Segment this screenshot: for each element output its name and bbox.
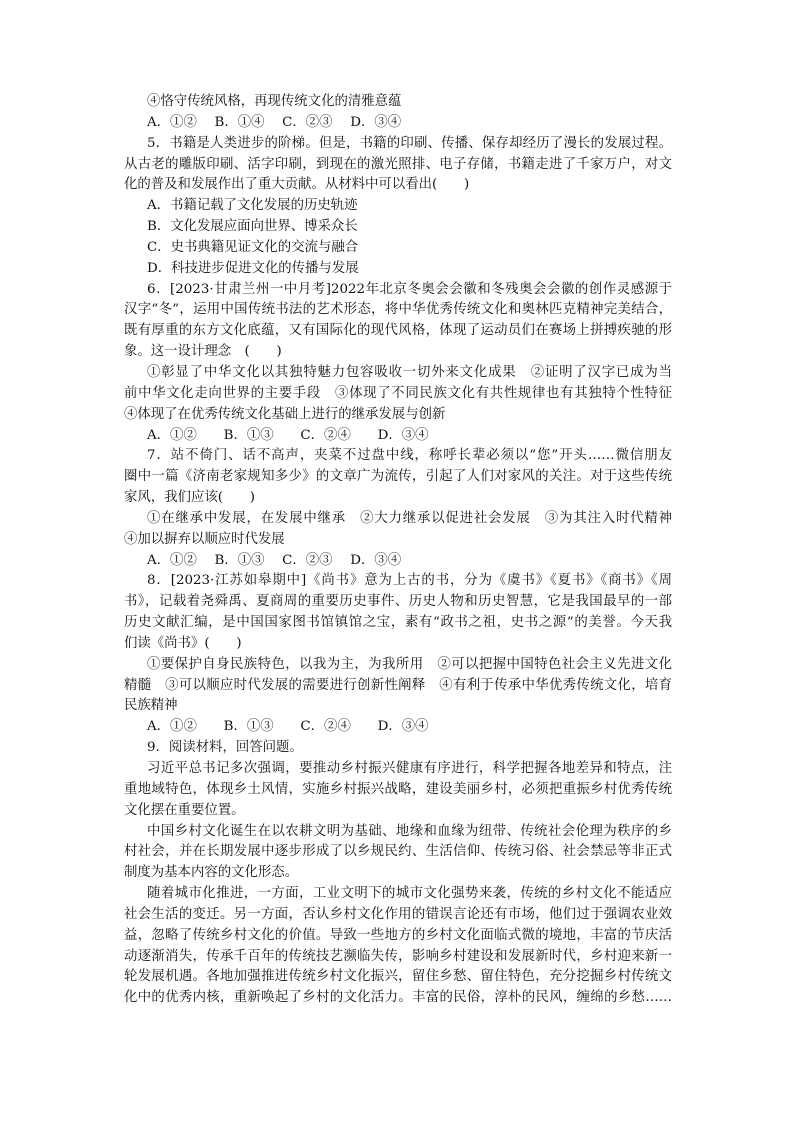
document-page: [124, 92, 672, 1009]
statement-line: ①在继承中发展，在发展中继承 ②大力继承以促进社会发展 ③为其注入时代精神: [147, 510, 672, 526]
question-6-text: 汉字“冬”，运用中国传统书法的艺术形态，将中华优秀传统文化和奥林匹克精神完美结合，: [124, 302, 672, 318]
option-c: C．史书典籍见证文化的交流与融合: [147, 239, 359, 255]
question-8-text: 书》，记载着尧舜禹、夏商周的重要历史事件、历史人物和历史智慧，它是我国最早的一部: [124, 594, 672, 610]
material-paragraph: 重地域特色，体现乡土风情，实施乡村振兴战略，建设美丽乡村，必须把重振乡村优秀传统: [124, 781, 672, 797]
material-paragraph: 轮发展机遇。各地加强推进传统乡村文化振兴，留住乡愁、留住特色，充分挖掘乡村传统文: [124, 969, 672, 985]
question-7-text: 7．站不倚门、话不高声，夹菜不过盘中线，称呼长辈必须以“您”开头……微信朋友: [147, 448, 672, 464]
answer-options: A．①② B．①③ C．②④ D．③④: [147, 427, 429, 443]
question-8-text: 8．[2023·江苏如皋期中]《尚书》意为上古的书，分为《虞书》《夏书》《商书》《周: [147, 573, 672, 589]
statement-line: ①要保护自身民族特色，以我为主，为我所用 ②可以把握中国特色社会主义先进文化: [147, 656, 672, 672]
statement-line: ④加以摒弃以顺应时代发展: [124, 531, 285, 547]
material-paragraph: 中国乡村文化诞生在以农耕文明为基础、地缘和血缘为纽带、传统社会伦理为秩序的乡: [147, 823, 672, 839]
material-paragraph: 文化摆在重要位置。: [124, 802, 245, 818]
answer-options: A．①② B．①③ C．②③ D．③④: [147, 552, 402, 568]
material-paragraph: 村社会，并在长期发展中逐步形成了以乡规民约、生活信仰、传统习俗、社会禁忌等非正式: [124, 844, 672, 860]
material-paragraph: 益，忽略了传统乡村文化的价值。导致一些地方的乡村文化面临式微的境地，丰富的节庆活: [124, 927, 672, 943]
material-paragraph: 习近平总书记多次强调，要推动乡村振兴健康有序进行，科学把握各地差异和特点，注: [147, 761, 672, 776]
material-paragraph: 动逐渐消失，传承千百年的传统技艺濒临失传，影响乡村建设和发展新时代，乡村迎来新一: [124, 948, 672, 964]
question-5-text: 化的普及和发展作出了重大贡献。从材料中可以看出( ): [124, 177, 470, 193]
material-paragraph: 随着城市化推进，一方面，工业文明下的城市文化强势来袭，传统的乡村文化不能适应: [147, 886, 672, 902]
question-8-text: 历史文献汇编，是中国国家图书馆镇馆之宝，素有“政书之祖，史书之源”的美誉。今天我: [124, 615, 672, 631]
statement-line: 民族精神: [124, 698, 178, 714]
question-7-text: 家风，我们应该( ): [124, 490, 255, 506]
question-5-text: 从古老的雕版印刷、活字印刷，到现在的激光照排、电子存储，书籍走进了千家万户，对文: [124, 156, 672, 172]
material-paragraph: 化中的优秀内核，重新唤起了乡村的文化活力。丰富的民俗，淳朴的民风，缠绵的乡愁……: [124, 990, 672, 1006]
answer-options: A．①② B．①④ C．②③ D．③④: [147, 114, 402, 130]
option-b: B．文化发展应面向世界、博采众长: [147, 219, 358, 235]
question-6-text: 象。这一设计理念 ( ): [124, 344, 282, 360]
question-8-text: 们读《尚书》( ): [124, 635, 242, 651]
question-9-text: 9．阅读材料，回答问题。: [147, 740, 303, 756]
option-a: A．书籍记载了文化发展的历史轨迹: [147, 198, 358, 214]
question-7-text: 圈中一篇《济南老家规知多少》的文章广为流传，引起了人们对家风的关注。对于这些传统: [124, 469, 672, 485]
question-6-text: 6．[2023·甘肃兰州一中月考]2022年北京冬奥会会徽和冬残奥会会徽的创作灵感源于: [147, 281, 672, 297]
question-6-text: 既有厚重的东方文化底蕴，又有国际化的现代风格，体现了运动员们在赛场上拼搏疾驰的形: [124, 323, 672, 339]
statement-line: 前中华文化走向世界的主要手段 ③体现了不同民族文化有共性规律也有其独特个性特征: [124, 385, 672, 401]
question-5-text: 5．书籍是人类进步的阶梯。但是，书籍的印刷、传播、保存却经历了漫长的发展过程。: [147, 135, 672, 151]
option-line: ④恪守传统风格，再现传统文化的清雅意蕴: [147, 94, 402, 109]
option-d: D．科技进步促进文化的传播与发展: [147, 260, 359, 276]
statement-line: ①彰显了中华文化以其独特魅力包容吸收一切外来文化成果 ②证明了汉字已成为当: [147, 364, 672, 380]
statement-line: ④体现了在优秀传统文化基础上进行的继承发展与创新: [124, 406, 446, 422]
statement-line: 精髓 ③可以顺应时代发展的需要进行创新性阐释 ④有利于传承中华优秀传统文化，培育: [124, 677, 672, 693]
material-paragraph: 制度为基本内容的文化形态。: [124, 865, 299, 881]
answer-options: A．①② B．①③ C．②④ D．③④: [147, 719, 429, 735]
material-paragraph: 社会生活的变迁。另一方面，否认乡村文化作用的错误言论还有市场，他们过于强调农业效: [124, 906, 672, 922]
